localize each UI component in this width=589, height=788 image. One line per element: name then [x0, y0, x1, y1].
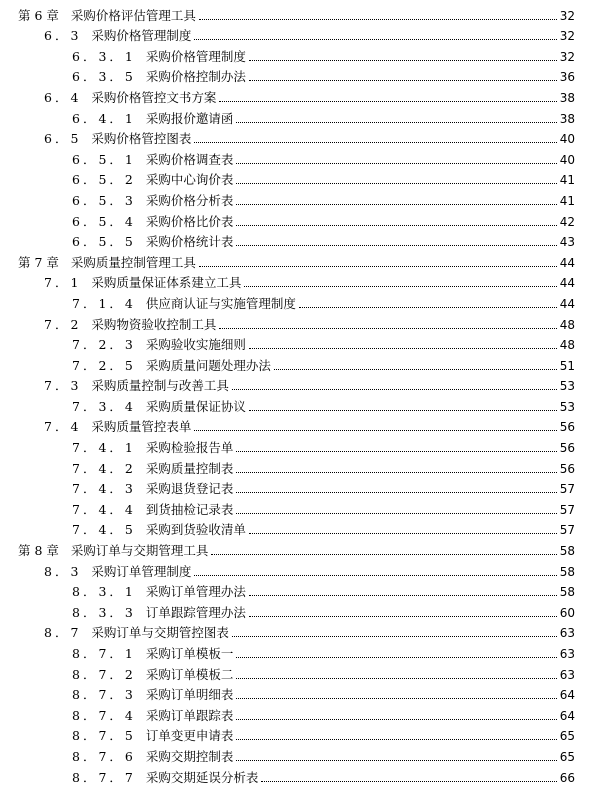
toc-subsection-entry[interactable] — [0, 496, 589, 517]
toc-dot-leader — [236, 677, 556, 679]
toc-entry-number: 6．5．3 — [72, 192, 136, 208]
toc-entry-number: 8．7．2 — [72, 666, 136, 682]
toc-entry-number: 7．1 — [44, 275, 82, 291]
toc-subsection-entry[interactable] — [0, 105, 589, 126]
toc-subsection-entry[interactable] — [0, 434, 589, 455]
toc-subsection-entry[interactable] — [0, 579, 589, 600]
toc-entry-title: 采购价格控制办法 — [145, 69, 246, 85]
toc-entry-number: 7．4 — [44, 419, 82, 435]
toc-entry-title: 订单跟踪管理办法 — [145, 604, 246, 620]
toc-entry-number: 7．2．5 — [72, 357, 136, 373]
toc-entry-title: 采购订单模板二 — [145, 666, 234, 682]
toc-entry-number: 7．4．4 — [72, 501, 136, 517]
toc-dot-leader — [236, 450, 556, 452]
toc-subsection-entry[interactable] — [0, 455, 589, 476]
toc-page-number: 43 — [559, 235, 575, 250]
toc-entry-title: 采购质量保证协议 — [145, 398, 246, 414]
toc-entry-number: 6．5．5 — [72, 234, 136, 250]
toc-dot-leader — [232, 635, 557, 637]
toc-entry-number: 8．3 — [44, 563, 82, 579]
toc-entry-title: 采购价格管理制度 — [145, 48, 246, 64]
toc-entry-title: 采购质量保证体系建立工具 — [91, 275, 242, 291]
toc-entry-number: 8．7 — [44, 625, 82, 641]
toc-entry-number: 6．5．1 — [72, 151, 136, 167]
toc-entry-title: 采购检验报告单 — [145, 440, 234, 456]
toc-dot-leader — [236, 697, 556, 699]
toc-subsection-entry[interactable] — [0, 146, 589, 167]
toc-entry-title: 采购质量管控表单 — [91, 419, 192, 435]
toc-page-number: 60 — [559, 605, 575, 620]
toc-subsection-entry[interactable] — [0, 702, 589, 723]
toc-section-entry[interactable] — [0, 373, 589, 394]
toc-entry-title: 采购价格管控文书方案 — [91, 89, 217, 105]
toc-entry-number: 第 7 章 — [18, 254, 59, 270]
toc-section-entry[interactable] — [0, 126, 589, 147]
toc-dot-leader — [236, 471, 556, 473]
toc-page-number: 44 — [559, 296, 575, 311]
toc-section-entry[interactable] — [0, 620, 589, 641]
toc-chapter-entry[interactable] — [0, 2, 589, 23]
toc-page-number: 65 — [559, 749, 575, 764]
toc-dot-leader — [249, 615, 557, 617]
toc-subsection-entry[interactable] — [0, 661, 589, 682]
toc-entry-number: 6．3．5 — [72, 69, 136, 85]
toc-chapter-entry[interactable] — [0, 537, 589, 558]
toc-dot-leader — [236, 491, 556, 493]
toc-entry-title: 采购价格调查表 — [145, 151, 234, 167]
toc-page-number: 64 — [559, 688, 575, 703]
toc-dot-leader — [299, 306, 557, 308]
toc-entry-title: 采购交期控制表 — [145, 748, 234, 764]
toc-page-number: 32 — [559, 8, 575, 23]
toc-entry-number: 6．5．4 — [72, 213, 136, 229]
toc-dot-leader — [194, 574, 556, 576]
toc-entry-title: 采购质量问题处理办法 — [145, 357, 271, 373]
toc-entry-title: 订单变更申请表 — [145, 728, 234, 744]
toc-page-number: 58 — [559, 585, 575, 600]
toc-page-number: 44 — [559, 255, 575, 270]
toc-subsection-entry[interactable] — [0, 290, 589, 311]
toc-entry-number: 6．3 — [44, 28, 82, 44]
toc-entry-title: 采购价格管理制度 — [91, 28, 192, 44]
toc-dot-leader — [249, 79, 557, 81]
toc-subsection-entry[interactable] — [0, 352, 589, 373]
toc-subsection-entry[interactable] — [0, 723, 589, 744]
toc-page-number: 53 — [559, 399, 575, 414]
toc-page-number: 56 — [559, 420, 575, 435]
toc-dot-leader — [236, 512, 556, 514]
toc-entry-title: 采购价格评估管理工具 — [70, 7, 196, 23]
toc-section-entry[interactable] — [0, 270, 589, 291]
toc-entry-title: 采购订单模板一 — [145, 646, 234, 661]
toc-section-entry[interactable] — [0, 23, 589, 44]
toc-entry-title: 采购物资验收控制工具 — [91, 316, 217, 332]
toc-entry-number: 7．2．3 — [72, 337, 136, 353]
toc-page-number: 40 — [559, 152, 575, 167]
toc-dot-leader — [249, 409, 557, 411]
toc-page-number: 40 — [559, 132, 575, 147]
toc-page-number: 57 — [559, 523, 575, 538]
toc-entry-title: 采购验收实施细则 — [145, 337, 246, 353]
toc-dot-leader — [249, 59, 557, 61]
toc-dot-leader — [236, 162, 556, 164]
toc-entry-number: 7．1．4 — [72, 295, 136, 311]
toc-dot-leader — [236, 203, 556, 205]
toc-subsection-entry[interactable] — [0, 208, 589, 229]
toc-dot-leader — [194, 38, 556, 40]
toc-dot-leader — [232, 388, 557, 390]
toc-entry-title: 采购订单与交期管控图表 — [91, 625, 229, 641]
toc-entry-title: 采购订单管理制度 — [91, 563, 192, 579]
toc-entry-title: 到货抽检记录表 — [145, 501, 234, 517]
toc-dot-leader — [194, 141, 556, 143]
toc-entry-title: 采购订单管理办法 — [145, 584, 246, 600]
toc-entry-title: 采购到货验收清单 — [145, 522, 246, 538]
toc-dot-leader — [249, 594, 557, 596]
toc-page-number: 57 — [559, 502, 575, 517]
toc-page-number: 63 — [559, 626, 575, 641]
toc-entry-title: 供应商认证与实施管理制度 — [145, 295, 296, 311]
toc-dot-leader — [261, 780, 556, 782]
toc-section-entry[interactable] — [0, 84, 589, 105]
toc-subsection-entry[interactable] — [0, 64, 589, 85]
toc-page-number: 44 — [559, 276, 575, 291]
toc-entry-title: 采购交期延误分析表 — [145, 769, 259, 785]
toc-subsection-entry[interactable] — [0, 517, 589, 538]
toc-dot-leader — [236, 182, 556, 184]
toc-section-entry[interactable] — [0, 558, 589, 579]
toc-page-number: 63 — [559, 667, 575, 682]
toc-entry-number: 8．7．5 — [72, 728, 136, 744]
toc-entry-number: 8．3．1 — [72, 584, 136, 600]
toc-entry-number: 8．7．1 — [72, 646, 136, 661]
toc-entry-number: 8．7．7 — [72, 769, 136, 785]
toc-entry-number: 7．4．2 — [72, 460, 136, 476]
toc-dot-leader — [249, 347, 557, 349]
toc-page-number: 48 — [559, 317, 575, 332]
toc-dot-leader — [194, 429, 556, 431]
toc-page-number: 53 — [559, 379, 575, 394]
toc-page-number: 56 — [559, 461, 575, 476]
toc-page-number: 32 — [559, 49, 575, 64]
toc-chapter-entry[interactable] — [0, 249, 589, 270]
toc-dot-leader — [236, 656, 556, 658]
toc-page-number: 38 — [559, 111, 575, 126]
toc-entry-title: 采购质量控制管理工具 — [70, 254, 196, 270]
toc-subsection-entry[interactable] — [0, 640, 589, 661]
toc-page-number: 65 — [559, 729, 575, 744]
toc-entry-number: 第 8 章 — [18, 543, 59, 559]
toc-dot-leader — [274, 368, 557, 370]
toc-entry-title: 采购订单跟踪表 — [145, 707, 234, 723]
toc-page-number: 42 — [559, 214, 575, 229]
toc-entry-title: 采购中心询价表 — [145, 172, 234, 188]
toc-entry-number: 7．4．1 — [72, 440, 136, 456]
toc-entry-number: 8．7．3 — [72, 687, 136, 703]
toc-entry-title: 采购质量控制表 — [145, 460, 234, 476]
toc-page-number: 64 — [559, 708, 575, 723]
toc-page-number: 32 — [559, 29, 575, 44]
toc-page-number: 63 — [559, 647, 575, 661]
toc-entry-number: 7．4．5 — [72, 522, 136, 538]
toc-entry-title: 采购订单明细表 — [145, 687, 234, 703]
toc-subsection-entry[interactable] — [0, 599, 589, 620]
toc-entry-number: 7．4．3 — [72, 481, 136, 497]
toc-page-number: 56 — [559, 441, 575, 456]
toc-entry-number: 8．7．6 — [72, 748, 136, 764]
toc-dot-leader — [236, 244, 556, 246]
toc-entry-title: 采购价格统计表 — [145, 234, 234, 250]
toc-entry-title: 采购退货登记表 — [145, 481, 234, 497]
toc-dot-leader — [236, 224, 556, 226]
toc-page-number: 41 — [559, 193, 575, 208]
toc-entry-number: 7．3．4 — [72, 398, 136, 414]
toc-entry-number: 7．3 — [44, 378, 82, 394]
toc-dot-leader — [236, 738, 556, 740]
toc-dot-leader — [199, 265, 557, 267]
toc-subsection-entry[interactable] — [0, 682, 589, 703]
toc-dot-leader — [249, 532, 557, 534]
toc-section-entry[interactable] — [0, 311, 589, 332]
toc-dot-leader — [236, 121, 556, 123]
toc-page-number: 36 — [559, 70, 575, 85]
toc-page-number: 58 — [559, 544, 575, 559]
toc-page-number: 57 — [559, 482, 575, 497]
toc-entry-number: 7．2 — [44, 316, 82, 332]
toc-entry-title: 采购报价邀请函 — [145, 110, 234, 126]
toc-subsection-entry[interactable] — [0, 393, 589, 414]
toc-page-number: 58 — [559, 564, 575, 579]
toc-subsection-entry[interactable] — [0, 764, 589, 785]
toc-subsection-entry[interactable] — [0, 476, 589, 497]
toc-dot-leader — [236, 759, 556, 761]
toc-section-entry[interactable] — [0, 414, 589, 435]
toc-entry-number: 6．5．2 — [72, 172, 136, 188]
toc-dot-leader — [244, 285, 556, 287]
toc-entry-title: 采购价格管控图表 — [91, 131, 192, 147]
toc-subsection-entry[interactable] — [0, 332, 589, 353]
toc-entry-number: 第 6 章 — [18, 7, 59, 23]
toc-entry-title: 采购价格分析表 — [145, 192, 234, 208]
toc-subsection-entry[interactable] — [0, 187, 589, 208]
toc-page-number: 51 — [559, 358, 575, 373]
toc-page-number: 38 — [559, 90, 575, 105]
toc-entry-number: 6．4 — [44, 89, 82, 105]
toc-entry-number: 8．3．3 — [72, 604, 136, 620]
toc-dot-leader — [211, 553, 556, 555]
toc-dot-leader — [219, 327, 556, 329]
toc-entry-title: 采购质量控制与改善工具 — [91, 378, 229, 394]
toc-entry-number: 6．3．1 — [72, 48, 136, 64]
toc-page-number: 66 — [559, 770, 575, 785]
toc-entry-title: 采购订单与交期管理工具 — [70, 543, 209, 559]
toc-dot-leader — [199, 18, 557, 20]
toc-entry-number: 6．4．1 — [72, 110, 136, 126]
toc-dot-leader — [219, 100, 556, 102]
toc-subsection-entry[interactable] — [0, 167, 589, 188]
toc-subsection-entry[interactable] — [0, 229, 589, 250]
toc-subsection-entry[interactable] — [0, 743, 589, 764]
toc-entry-number: 8．7．4 — [72, 707, 136, 723]
toc-entry-title: 采购价格比价表 — [145, 213, 234, 229]
toc-subsection-entry[interactable] — [0, 43, 589, 64]
toc-entry-number: 6．5 — [44, 131, 82, 147]
toc-dot-leader — [236, 718, 556, 720]
toc-page-number: 48 — [559, 338, 575, 353]
toc-page-number: 41 — [559, 173, 575, 188]
